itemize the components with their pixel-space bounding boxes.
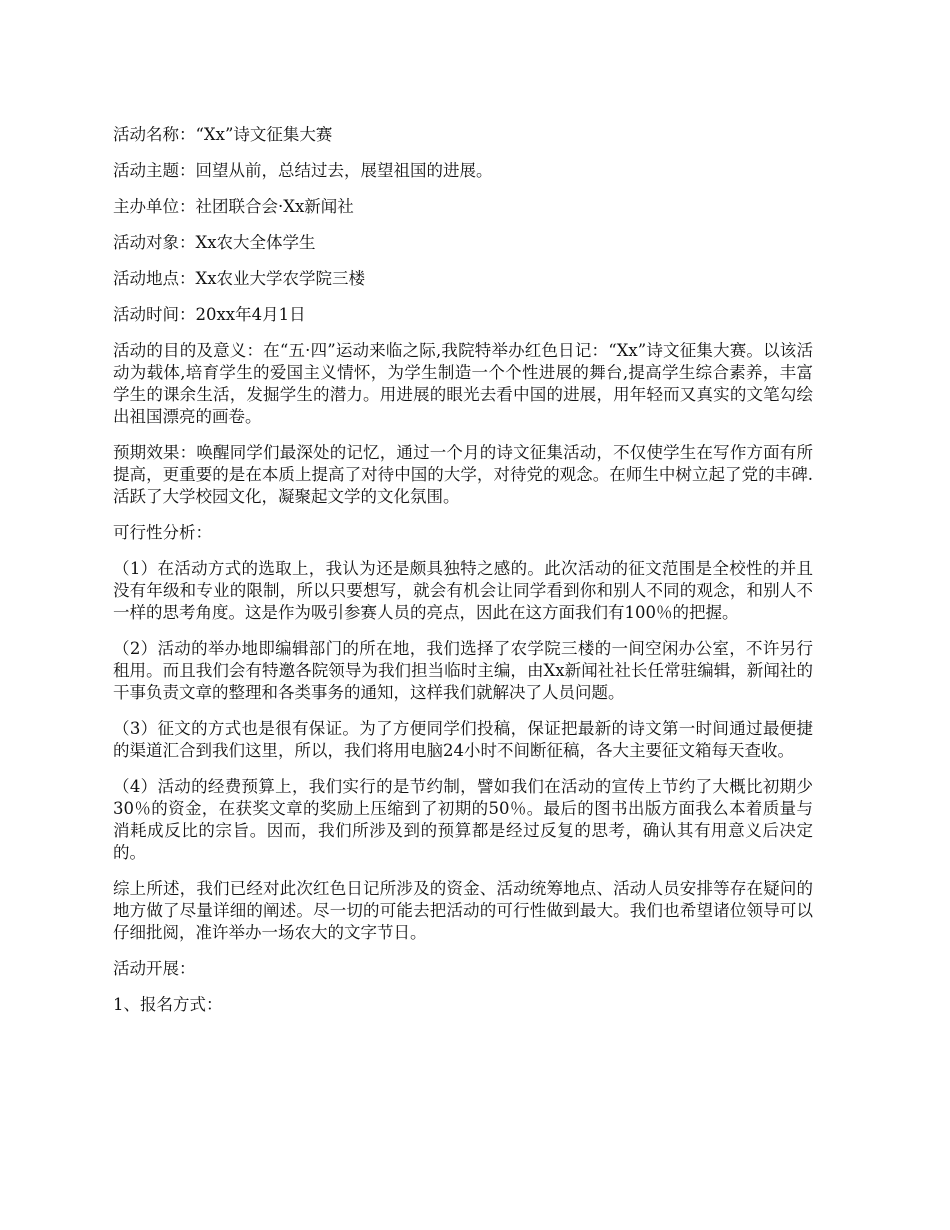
feasibility-item-2: （2）活动的举办地即编辑部门的所在地，我们选择了农学院三楼的一间空闲办公室，不许另行租用。而且我们会有特邀各院领导为我们担当临时主编，由Xx新闻社社长任常驻编辑，新闻社的干事负责文章的整理和各类事务的通知，这样我们就解决了人员问题。 (113, 639, 813, 702)
summary-paragraph: 综上所述，我们已经对此次红色日记所涉及的资金、活动统筹地点、活动人员安排等存在疑问的地方做了尽量详细的阐述。尽一切的可能去把活动的可行性做到最大。我们也希望诸位领导可以仔细批阅，准许举办一场农大的文字节日。 (113, 879, 813, 942)
expected-effect-paragraph: 预期效果：唤醒同学们最深处的记忆，通过一个月的诗文征集活动，不仅使学生在写作方面有所提高，更重要的是在本质上提高了对待中国的大学，对待党的观念。在师生中树立起了党的丰碑.活跃了大学校园文化，凝聚起文学的文化氛围。 (113, 443, 813, 506)
organizer-line: 主办单位：社团联合会·Xx新闻社 (113, 197, 354, 216)
activity-name-line: 活动名称：“Xx”诗文征集大赛 (113, 125, 333, 144)
feasibility-item-3: （3）征文的方式也是很有保证。为了方便同学们投稿，保证把最新的诗文第一时间通过最便捷的渠道汇合到我们这里，所以，我们将用电脑24小时不间断征稿，各大主要征文箱每天查收。 (113, 719, 813, 760)
feasibility-item-4: （4）活动的经费预算上，我们实行的是节约制，譬如我们在活动的宣传上节约了大概比初期少30％的资金，在获奖文章的奖励上压缩到了初期的50％。最后的图书出版方面我么本着质量与消耗成反比的宗旨。因而，我们所涉及到的预算都是经过反复的思考，确认其有用意义后决定的。 (113, 777, 813, 862)
feasibility-heading: 可行性分析： (113, 523, 212, 542)
activity-development-heading: 活动开展： (113, 959, 196, 978)
document-body (113, 124, 813, 1030)
activity-theme-line: 活动主题：回望从前，总结过去，展望祖国的进展。 (113, 161, 493, 180)
feasibility-item-1: （1）在活动方式的选取上，我认为还是颇具独特之感的。此次活动的征文范围是全校性的并且没有年级和专业的限制，所以只要想写，就会有机会让同学看到你和别人不同的观念，和别人不一样的思考角度。这是作为吸引参赛人员的亮点，因此在这方面我们有100％的把握。 (113, 559, 813, 622)
registration-heading: 1、报名方式： (113, 995, 223, 1014)
purpose-paragraph: 活动的目的及意义：在“五·四”运动来临之际,我院特举办红色日记：“Xx”诗文征集大赛。以该活动为载体,培育学生的爱国主义情怀，为学生制造一个个性进展的舞台,提高学生综合素养，丰富学生的课余生活，发掘学生的潜力。用进展的眼光去看中国的进展，用年轻而又真实的文笔勾绘出祖国漂亮的画卷。 (113, 341, 813, 426)
target-audience-line: 活动对象：Xx农大全体学生 (113, 233, 316, 252)
location-line: 活动地点：Xx农业大学农学院三楼 (113, 269, 366, 288)
time-line: 活动时间：20xx年4月1日 (113, 305, 306, 324)
